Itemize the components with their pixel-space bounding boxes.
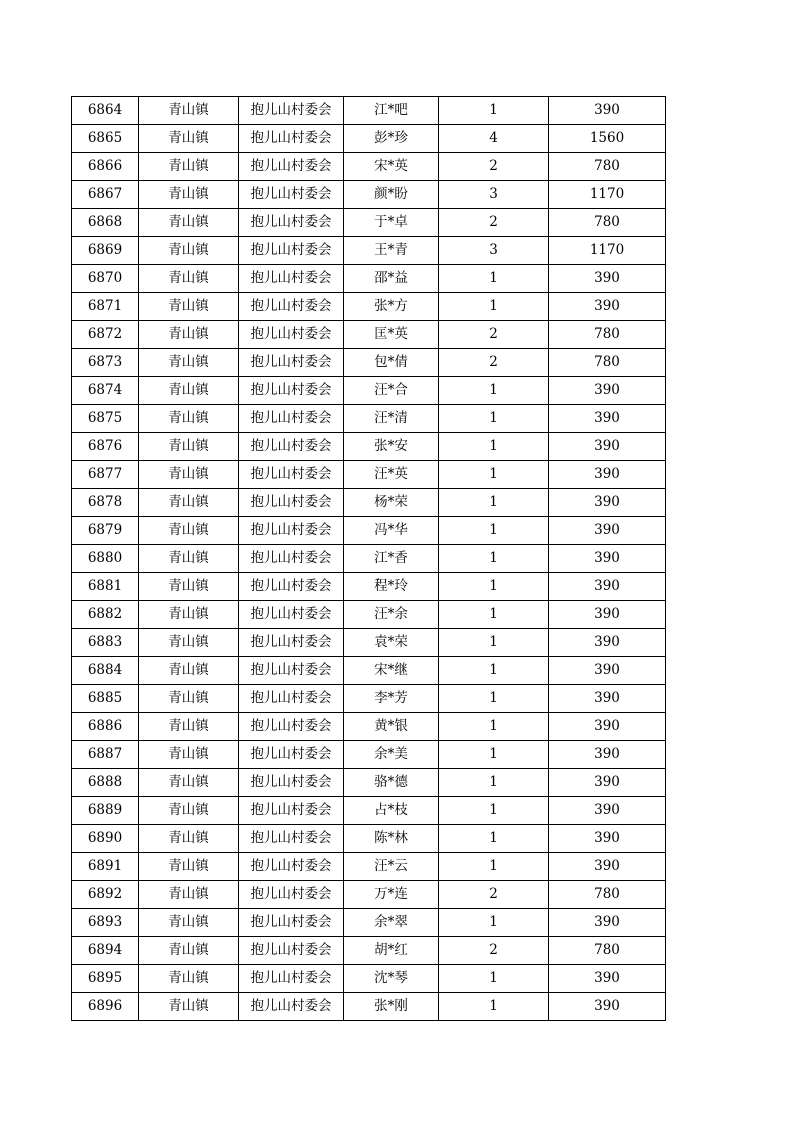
cell-amount: 780	[549, 937, 666, 965]
cell-serial-number: 6878	[72, 489, 139, 517]
cell-amount: 390	[549, 853, 666, 881]
cell-count: 2	[439, 321, 549, 349]
cell-amount: 390	[549, 461, 666, 489]
cell-count: 1	[439, 797, 549, 825]
cell-town: 青山镇	[139, 209, 239, 237]
cell-village: 抱儿山村委会	[239, 993, 344, 1021]
cell-village: 抱儿山村委会	[239, 657, 344, 685]
table-row	[72, 909, 666, 937]
cell-person-name: 张*安	[344, 433, 439, 461]
cell-town: 青山镇	[139, 97, 239, 125]
cell-amount: 390	[549, 741, 666, 769]
cell-count: 1	[439, 517, 549, 545]
cell-village: 抱儿山村委会	[239, 517, 344, 545]
cell-amount: 390	[549, 377, 666, 405]
cell-count: 2	[439, 153, 549, 181]
cell-person-name: 骆*德	[344, 769, 439, 797]
cell-village: 抱儿山村委会	[239, 209, 344, 237]
cell-town: 青山镇	[139, 489, 239, 517]
cell-village: 抱儿山村委会	[239, 573, 344, 601]
cell-village: 抱儿山村委会	[239, 545, 344, 573]
cell-serial-number: 6888	[72, 769, 139, 797]
cell-serial-number: 6874	[72, 377, 139, 405]
cell-town: 青山镇	[139, 545, 239, 573]
cell-town: 青山镇	[139, 797, 239, 825]
cell-village: 抱儿山村委会	[239, 433, 344, 461]
table-row	[72, 265, 666, 293]
cell-amount: 390	[549, 965, 666, 993]
table-row	[72, 825, 666, 853]
cell-count: 2	[439, 937, 549, 965]
cell-amount: 390	[549, 601, 666, 629]
table-row	[72, 461, 666, 489]
table-row	[72, 741, 666, 769]
cell-person-name: 包*倩	[344, 349, 439, 377]
cell-count: 3	[439, 237, 549, 265]
cell-town: 青山镇	[139, 573, 239, 601]
cell-town: 青山镇	[139, 405, 239, 433]
cell-count: 1	[439, 853, 549, 881]
cell-person-name: 宋*继	[344, 657, 439, 685]
cell-town: 青山镇	[139, 181, 239, 209]
cell-serial-number: 6889	[72, 797, 139, 825]
cell-town: 青山镇	[139, 713, 239, 741]
cell-person-name: 余*美	[344, 741, 439, 769]
cell-amount: 780	[549, 209, 666, 237]
cell-count: 2	[439, 881, 549, 909]
table-row	[72, 405, 666, 433]
cell-serial-number: 6876	[72, 433, 139, 461]
cell-person-name: 沈*琴	[344, 965, 439, 993]
cell-count: 1	[439, 97, 549, 125]
cell-village: 抱儿山村委会	[239, 237, 344, 265]
cell-amount: 1560	[549, 125, 666, 153]
cell-person-name: 程*玲	[344, 573, 439, 601]
cell-serial-number: 6890	[72, 825, 139, 853]
cell-amount: 780	[549, 321, 666, 349]
cell-serial-number: 6868	[72, 209, 139, 237]
cell-serial-number: 6881	[72, 573, 139, 601]
cell-amount: 390	[549, 993, 666, 1021]
cell-town: 青山镇	[139, 685, 239, 713]
cell-person-name: 万*连	[344, 881, 439, 909]
cell-person-name: 余*翠	[344, 909, 439, 937]
cell-town: 青山镇	[139, 825, 239, 853]
cell-amount: 390	[549, 489, 666, 517]
cell-serial-number: 6871	[72, 293, 139, 321]
cell-count: 1	[439, 629, 549, 657]
cell-person-name: 汪*英	[344, 461, 439, 489]
cell-person-name: 黄*银	[344, 713, 439, 741]
cell-person-name: 袁*荣	[344, 629, 439, 657]
cell-person-name: 汪*合	[344, 377, 439, 405]
cell-amount: 390	[549, 769, 666, 797]
cell-village: 抱儿山村委会	[239, 937, 344, 965]
table-row	[72, 433, 666, 461]
cell-town: 青山镇	[139, 433, 239, 461]
cell-person-name: 汪*余	[344, 601, 439, 629]
cell-serial-number: 6870	[72, 265, 139, 293]
cell-amount: 390	[549, 97, 666, 125]
cell-village: 抱儿山村委会	[239, 125, 344, 153]
cell-village: 抱儿山村委会	[239, 489, 344, 517]
cell-amount: 780	[549, 153, 666, 181]
cell-village: 抱儿山村委会	[239, 853, 344, 881]
cell-village: 抱儿山村委会	[239, 629, 344, 657]
table-row	[72, 853, 666, 881]
cell-count: 3	[439, 181, 549, 209]
cell-person-name: 张*方	[344, 293, 439, 321]
cell-count: 1	[439, 965, 549, 993]
cell-person-name: 宋*英	[344, 153, 439, 181]
cell-person-name: 彭*珍	[344, 125, 439, 153]
cell-amount: 390	[549, 573, 666, 601]
cell-person-name: 王*青	[344, 237, 439, 265]
cell-amount: 390	[549, 797, 666, 825]
cell-town: 青山镇	[139, 993, 239, 1021]
cell-town: 青山镇	[139, 769, 239, 797]
cell-person-name: 李*芳	[344, 685, 439, 713]
cell-count: 1	[439, 405, 549, 433]
cell-town: 青山镇	[139, 377, 239, 405]
cell-town: 青山镇	[139, 601, 239, 629]
cell-person-name: 匡*英	[344, 321, 439, 349]
cell-person-name: 于*卓	[344, 209, 439, 237]
table-row	[72, 237, 666, 265]
table-row	[72, 629, 666, 657]
table-row	[72, 685, 666, 713]
table-row	[72, 713, 666, 741]
table-row	[72, 377, 666, 405]
cell-town: 青山镇	[139, 237, 239, 265]
cell-amount: 390	[549, 517, 666, 545]
cell-count: 1	[439, 685, 549, 713]
roster-table	[71, 96, 666, 1021]
table-row	[72, 489, 666, 517]
cell-count: 1	[439, 377, 549, 405]
cell-town: 青山镇	[139, 881, 239, 909]
cell-count: 1	[439, 825, 549, 853]
cell-village: 抱儿山村委会	[239, 293, 344, 321]
cell-serial-number: 6891	[72, 853, 139, 881]
cell-serial-number: 6873	[72, 349, 139, 377]
cell-amount: 390	[549, 909, 666, 937]
cell-person-name: 汪*云	[344, 853, 439, 881]
table-row	[72, 293, 666, 321]
table-row	[72, 657, 666, 685]
cell-village: 抱儿山村委会	[239, 797, 344, 825]
cell-serial-number: 6885	[72, 685, 139, 713]
cell-person-name: 颜*盼	[344, 181, 439, 209]
cell-serial-number: 6875	[72, 405, 139, 433]
cell-person-name: 汪*清	[344, 405, 439, 433]
cell-town: 青山镇	[139, 741, 239, 769]
cell-amount: 1170	[549, 237, 666, 265]
table-row	[72, 573, 666, 601]
cell-person-name: 胡*红	[344, 937, 439, 965]
cell-village: 抱儿山村委会	[239, 321, 344, 349]
cell-serial-number: 6887	[72, 741, 139, 769]
cell-count: 1	[439, 657, 549, 685]
table-row	[72, 209, 666, 237]
cell-serial-number: 6869	[72, 237, 139, 265]
cell-village: 抱儿山村委会	[239, 909, 344, 937]
cell-town: 青山镇	[139, 965, 239, 993]
cell-person-name: 张*刚	[344, 993, 439, 1021]
cell-serial-number: 6884	[72, 657, 139, 685]
cell-town: 青山镇	[139, 293, 239, 321]
roster-table-body	[72, 97, 666, 1021]
cell-count: 1	[439, 461, 549, 489]
cell-village: 抱儿山村委会	[239, 685, 344, 713]
table-row	[72, 153, 666, 181]
table-row	[72, 881, 666, 909]
cell-serial-number: 6867	[72, 181, 139, 209]
table-row	[72, 769, 666, 797]
table-row	[72, 545, 666, 573]
cell-person-name: 占*枝	[344, 797, 439, 825]
cell-village: 抱儿山村委会	[239, 153, 344, 181]
cell-town: 青山镇	[139, 461, 239, 489]
table-row	[72, 965, 666, 993]
cell-town: 青山镇	[139, 265, 239, 293]
table-row	[72, 349, 666, 377]
cell-town: 青山镇	[139, 937, 239, 965]
cell-village: 抱儿山村委会	[239, 265, 344, 293]
cell-count: 1	[439, 573, 549, 601]
table-row	[72, 601, 666, 629]
cell-serial-number: 6872	[72, 321, 139, 349]
cell-amount: 390	[549, 629, 666, 657]
cell-amount: 390	[549, 545, 666, 573]
cell-amount: 780	[549, 349, 666, 377]
table-row	[72, 97, 666, 125]
cell-count: 1	[439, 909, 549, 937]
cell-person-name: 江*吧	[344, 97, 439, 125]
cell-person-name: 杨*荣	[344, 489, 439, 517]
cell-village: 抱儿山村委会	[239, 601, 344, 629]
cell-serial-number: 6877	[72, 461, 139, 489]
cell-village: 抱儿山村委会	[239, 377, 344, 405]
cell-serial-number: 6866	[72, 153, 139, 181]
table-row	[72, 993, 666, 1021]
cell-village: 抱儿山村委会	[239, 405, 344, 433]
cell-village: 抱儿山村委会	[239, 181, 344, 209]
cell-count: 1	[439, 265, 549, 293]
table-row	[72, 321, 666, 349]
cell-town: 青山镇	[139, 125, 239, 153]
cell-person-name: 邵*益	[344, 265, 439, 293]
cell-amount: 390	[549, 265, 666, 293]
cell-amount: 780	[549, 881, 666, 909]
cell-amount: 1170	[549, 181, 666, 209]
cell-village: 抱儿山村委会	[239, 965, 344, 993]
cell-serial-number: 6886	[72, 713, 139, 741]
cell-town: 青山镇	[139, 321, 239, 349]
cell-count: 1	[439, 545, 549, 573]
cell-amount: 390	[549, 685, 666, 713]
cell-town: 青山镇	[139, 629, 239, 657]
cell-count: 1	[439, 741, 549, 769]
cell-town: 青山镇	[139, 517, 239, 545]
cell-count: 1	[439, 993, 549, 1021]
cell-person-name: 江*香	[344, 545, 439, 573]
table-row	[72, 125, 666, 153]
cell-person-name: 冯*华	[344, 517, 439, 545]
cell-town: 青山镇	[139, 853, 239, 881]
cell-serial-number: 6894	[72, 937, 139, 965]
cell-amount: 390	[549, 657, 666, 685]
table-row	[72, 181, 666, 209]
table-row	[72, 937, 666, 965]
cell-serial-number: 6864	[72, 97, 139, 125]
cell-count: 1	[439, 489, 549, 517]
cell-amount: 390	[549, 433, 666, 461]
cell-serial-number: 6865	[72, 125, 139, 153]
cell-serial-number: 6883	[72, 629, 139, 657]
cell-count: 1	[439, 433, 549, 461]
cell-village: 抱儿山村委会	[239, 881, 344, 909]
cell-serial-number: 6879	[72, 517, 139, 545]
cell-count: 1	[439, 713, 549, 741]
cell-amount: 390	[549, 293, 666, 321]
cell-serial-number: 6893	[72, 909, 139, 937]
cell-village: 抱儿山村委会	[239, 461, 344, 489]
cell-count: 1	[439, 601, 549, 629]
cell-count: 2	[439, 209, 549, 237]
cell-town: 青山镇	[139, 657, 239, 685]
cell-serial-number: 6895	[72, 965, 139, 993]
cell-amount: 390	[549, 405, 666, 433]
cell-village: 抱儿山村委会	[239, 825, 344, 853]
cell-count: 1	[439, 769, 549, 797]
cell-village: 抱儿山村委会	[239, 97, 344, 125]
cell-serial-number: 6892	[72, 881, 139, 909]
cell-serial-number: 6882	[72, 601, 139, 629]
cell-count: 4	[439, 125, 549, 153]
cell-serial-number: 6896	[72, 993, 139, 1021]
cell-person-name: 陈*林	[344, 825, 439, 853]
cell-count: 2	[439, 349, 549, 377]
cell-amount: 390	[549, 825, 666, 853]
table-row	[72, 797, 666, 825]
cell-village: 抱儿山村委会	[239, 349, 344, 377]
table-row	[72, 517, 666, 545]
cell-count: 1	[439, 293, 549, 321]
cell-village: 抱儿山村委会	[239, 741, 344, 769]
cell-town: 青山镇	[139, 349, 239, 377]
cell-town: 青山镇	[139, 153, 239, 181]
cell-town: 青山镇	[139, 909, 239, 937]
cell-amount: 390	[549, 713, 666, 741]
cell-village: 抱儿山村委会	[239, 713, 344, 741]
cell-serial-number: 6880	[72, 545, 139, 573]
cell-village: 抱儿山村委会	[239, 769, 344, 797]
